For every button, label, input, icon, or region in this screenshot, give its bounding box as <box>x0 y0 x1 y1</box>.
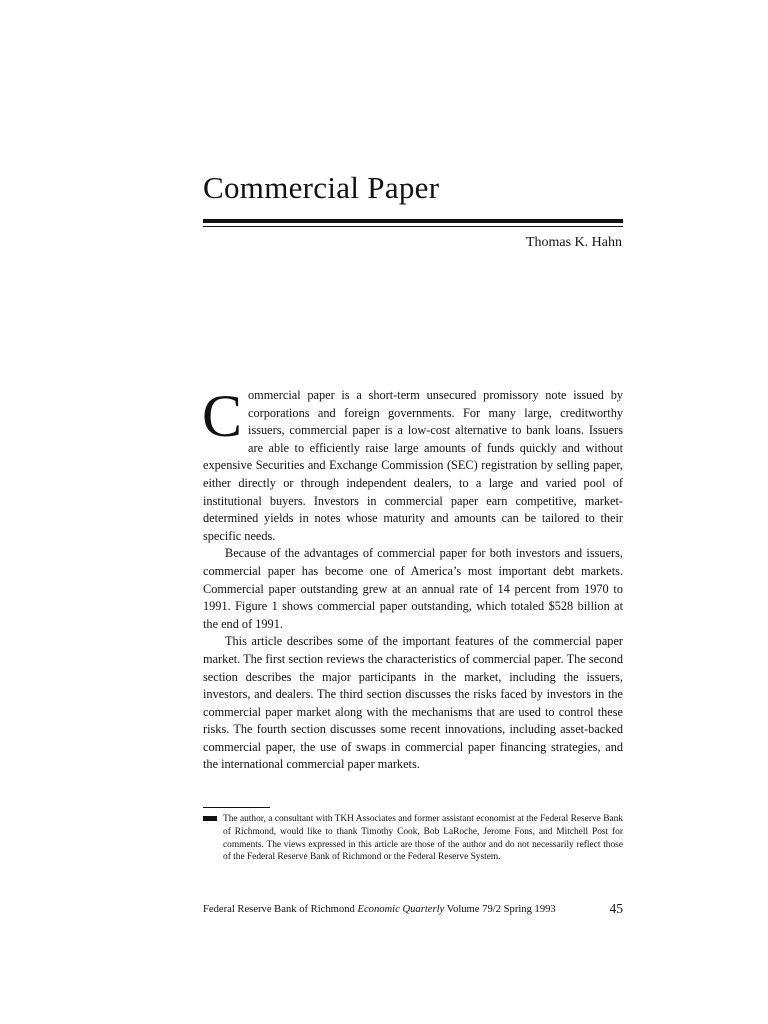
author-footnote <box>203 813 623 864</box>
footnote-rule <box>203 807 270 808</box>
footer-citation <box>203 903 556 917</box>
article-body <box>202 383 623 774</box>
drop-cap: C <box>202 383 243 449</box>
page-number: 45 <box>609 901 623 916</box>
article-title: Commercial Paper <box>203 170 440 205</box>
page-footer <box>203 901 623 919</box>
title-rule-thin <box>203 226 623 227</box>
footnote-text: The author, a consultant with TKH Associates and former assistant economist at the Federal Reserve Bank of Richmond, would like to thank Timothy Cook, Bob LaRoche, Jerome Fons, and Mitchell Post for comments. The views expressed in this article are those of the author and do not necessarily reflect those of the Federal Reserve Bank of Richmond or the Federal Reserve System. <box>223 814 623 863</box>
footer-publisher: Federal Reserve Bank of Richmond <box>203 904 355 915</box>
paragraph-2: Because of the advantages of commercial paper for both investors and issuers, commercial paper has become one of America’s most important debt markets. Commercial paper outstanding grew at an annual rate of 14 percent from 1970 to 1991. Figure 1 shows commercial paper outstanding, which totaled $528 billion at the end of 1991. <box>203 546 623 631</box>
paragraph-1-text: ommercial paper is a short-term unsecured promissory note issued by corporations and foreign governments. For many large, creditworthy issuers, commercial paper is a low-cost alternative to bank loans. Issuers are able to efficiently raise large amounts of funds quickly and without expensive Securities and Exchange Commission (SEC) registration by selling paper, either directly or through independent dealers, to a large and varied pool of institutional buyers. Investors in commercial paper earn competitive, market-determined yields in notes whose maturity and amounts can be tailored to their specific needs. <box>203 388 623 543</box>
footer-issue: Volume 79/2 Spring 1993 <box>446 904 556 915</box>
paragraph-1 <box>202 383 623 545</box>
article-author: Thomas K. Hahn <box>525 235 622 250</box>
paragraph-3: This article describes some of the important features of the commercial paper market. The first section reviews the characteristics of commercial paper. The second section describes the major participants in the market, including the issuers, investors, and dealers. The third section discusses the risks faced by investors in the commercial paper market along with the mechanisms that are used to control these risks. The fourth section discusses some recent innovations, including asset-backed commercial paper, the use of swaps in commercial paper financing strategies, and the international commercial paper markets. <box>203 634 623 772</box>
title-rule-thick <box>203 219 623 223</box>
footnote-marker <box>203 816 217 821</box>
footer-journal: Economic Quarterly <box>357 904 445 915</box>
